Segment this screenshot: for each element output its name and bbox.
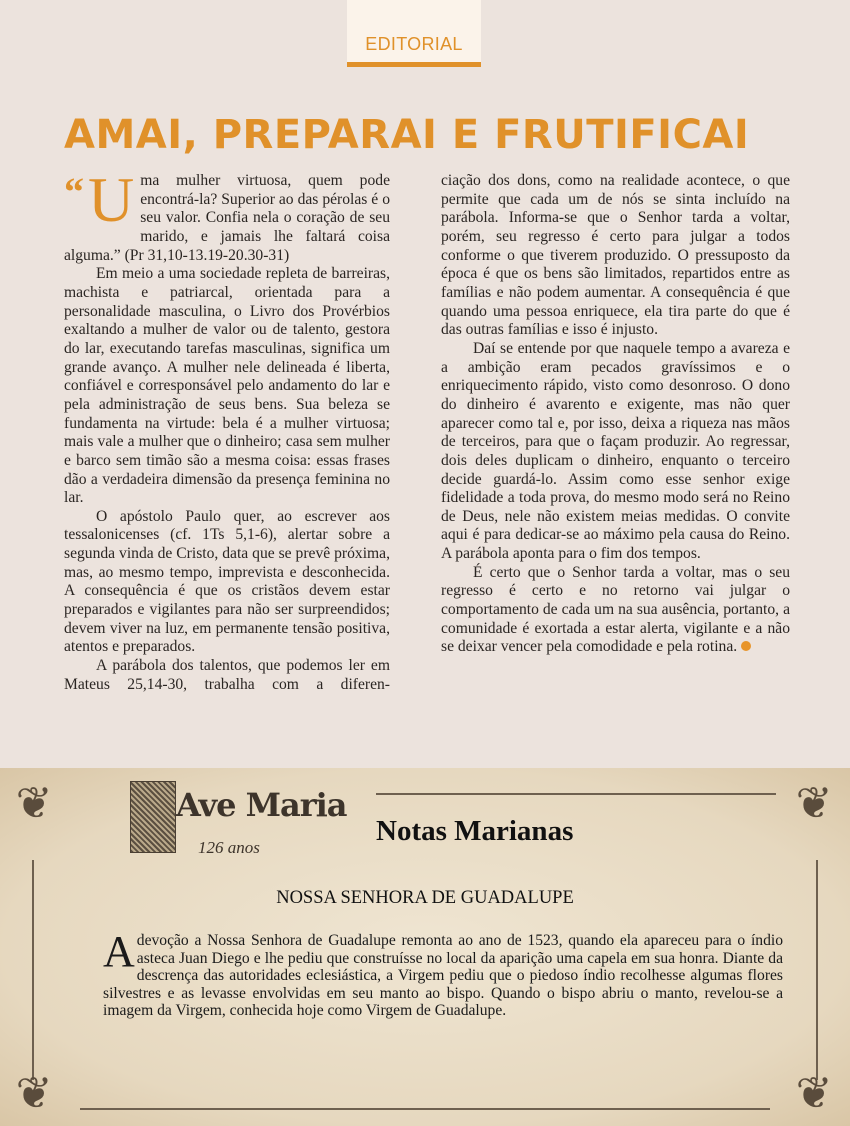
ave-maria-logo-illustration [130,781,176,853]
quote-mark-icon: “ [64,169,84,214]
notas-body: Adevoção a Nossa Senhora de Guadalupe remonta ao ano de 1523, quando ela apareceu para o índio asteca Juan Diego e lhe pediu que construísse no local da aparição uma capela em sua honra. Diante da descrença das autoridades eclesiástica, a Virgem pediu que o piedoso índio recolhesse algumas flores silvestres e as levasse envolvidas em seu manto ao bispo. Quando o bispo abriu o manto, revelou-se a imagem da Virgem, conhecida hoje como Virgem de Guadalupe. [103,927,783,1019]
article-title: AMAI, PREPARAI E FRUTIFICAI [64,112,750,158]
corner-ornament-icon: ❦ [795,779,833,828]
article-paragraph: Em meio a uma sociedade repleta de barreiras, machista e patriarcal, orientada para a personalidade masculina, o Livro dos Provérbios exaltando a mulher de valor ou de talento, gestora do lar, executando tarefas masculinas, significa um grande avanço. A mulher nele delineada é liberta, confiável e corresponsável pelo andamento do lar e pela administração de seus bens. Sua beleza se fundamenta na virtude: bela é a mulher virtuosa; mais vale a mulher que o dinheiro; casa sem mulher e barco sem timão são a mesma coisa: essas frases dão a verdadeira dimensão da presença feminina no lar. [64,265,390,507]
notas-subheading: NOSSA SENHORA DE GUADALUPE [276,888,574,908]
corner-ornament-icon: ❦ [795,1069,833,1118]
frame-line [376,793,776,795]
frame-line [80,1108,770,1110]
logo-subtitle: 126 anos [198,838,260,857]
article-column-left [64,164,390,694]
notas-heading: Notas Marianas [376,815,574,847]
drop-cap: A [103,927,135,976]
article-paragraph: Daí se entende por que naquele tempo a avareza e a ambição eram pecados gravíssimos e o enriquecimento rápido, visto como desonroso. O dono do dinheiro é avarento e exigente, mas não quer aparecer como tal e, por isso, deixa a riqueza nas mãos de terceiros, para que o façam produzir. Ao regressar, dois deles duplicam o dinheiro, enquanto o terceiro decide guardá-lo. Assim como esse senhor exige fidelidade a toda prova, do mesmo modo será no Reino de Deus, nele não existem meias medidas. O convite aqui é para dedicar-se ao máximo pela causa do Reino. A parábola aponta para o fim dos tempos. [441,339,790,563]
article-paragraph: “ U ma mulher virtuosa, quem pode encontrá-la? Superior ao das pérolas é o seu valor. Confia nela o coração de seu marido, e jamais lhe faltará coisa alguma.” (Pr 31,10-13.19-20.30-31) [64,164,390,264]
article-column-right [441,172,790,657]
end-mark-icon [741,641,751,651]
article-paragraph: ciação dos dons, como na realidade acontece, o que permite que cada um de nós se sinta incluído na parábola. Informa-se que o Senhor tarda a voltar, porém, seu regresso é certo para julgar a todos conforme o que tiverem produzido. O pressuposto da época é que os bens são limitados, repartidos entre as famílias e não podem aumentar. A consequência é que quando uma pessoa enriquece, ela tira parte do que é das outras famílias e isso é injusto. [441,172,790,339]
ave-maria-logo: Ave Maria [176,786,347,824]
section-label: EDITORIAL [365,34,463,54]
corner-ornament-icon: ❦ [15,779,53,828]
corner-ornament-icon: ❦ [15,1069,53,1118]
article-paragraph: O apóstolo Paulo quer, ao escrever aos tessalonicenses (cf. 1Ts 5,1-6), alertar sobre a segunda vinda de Cristo, data que se prevê próxima, mas, ao mesmo tempo, imprevista e desconhecida. A consequência é que os cristãos devem estar preparados e vigilantes para não ser surpreendidos; devem viver na luz, em permanente tensão positiva, atentos e preparados. [64,507,390,656]
section-tab-underline [347,62,481,67]
drop-cap: U [88,164,135,235]
article-paragraph: A parábola dos talentos, que podemos ler em Mateus 25,14-30, trabalha com a diferen- [64,657,390,693]
article-paragraph: É certo que o Senhor tarda a voltar, mas o seu regresso é certo e no retorno vai julgar o comportamento de cada um na sua ausência, portanto, a comunidade é exortada a estar alerta, vigilante e a não se deixar vencer pela comodidade e pela rotina. [441,563,790,656]
